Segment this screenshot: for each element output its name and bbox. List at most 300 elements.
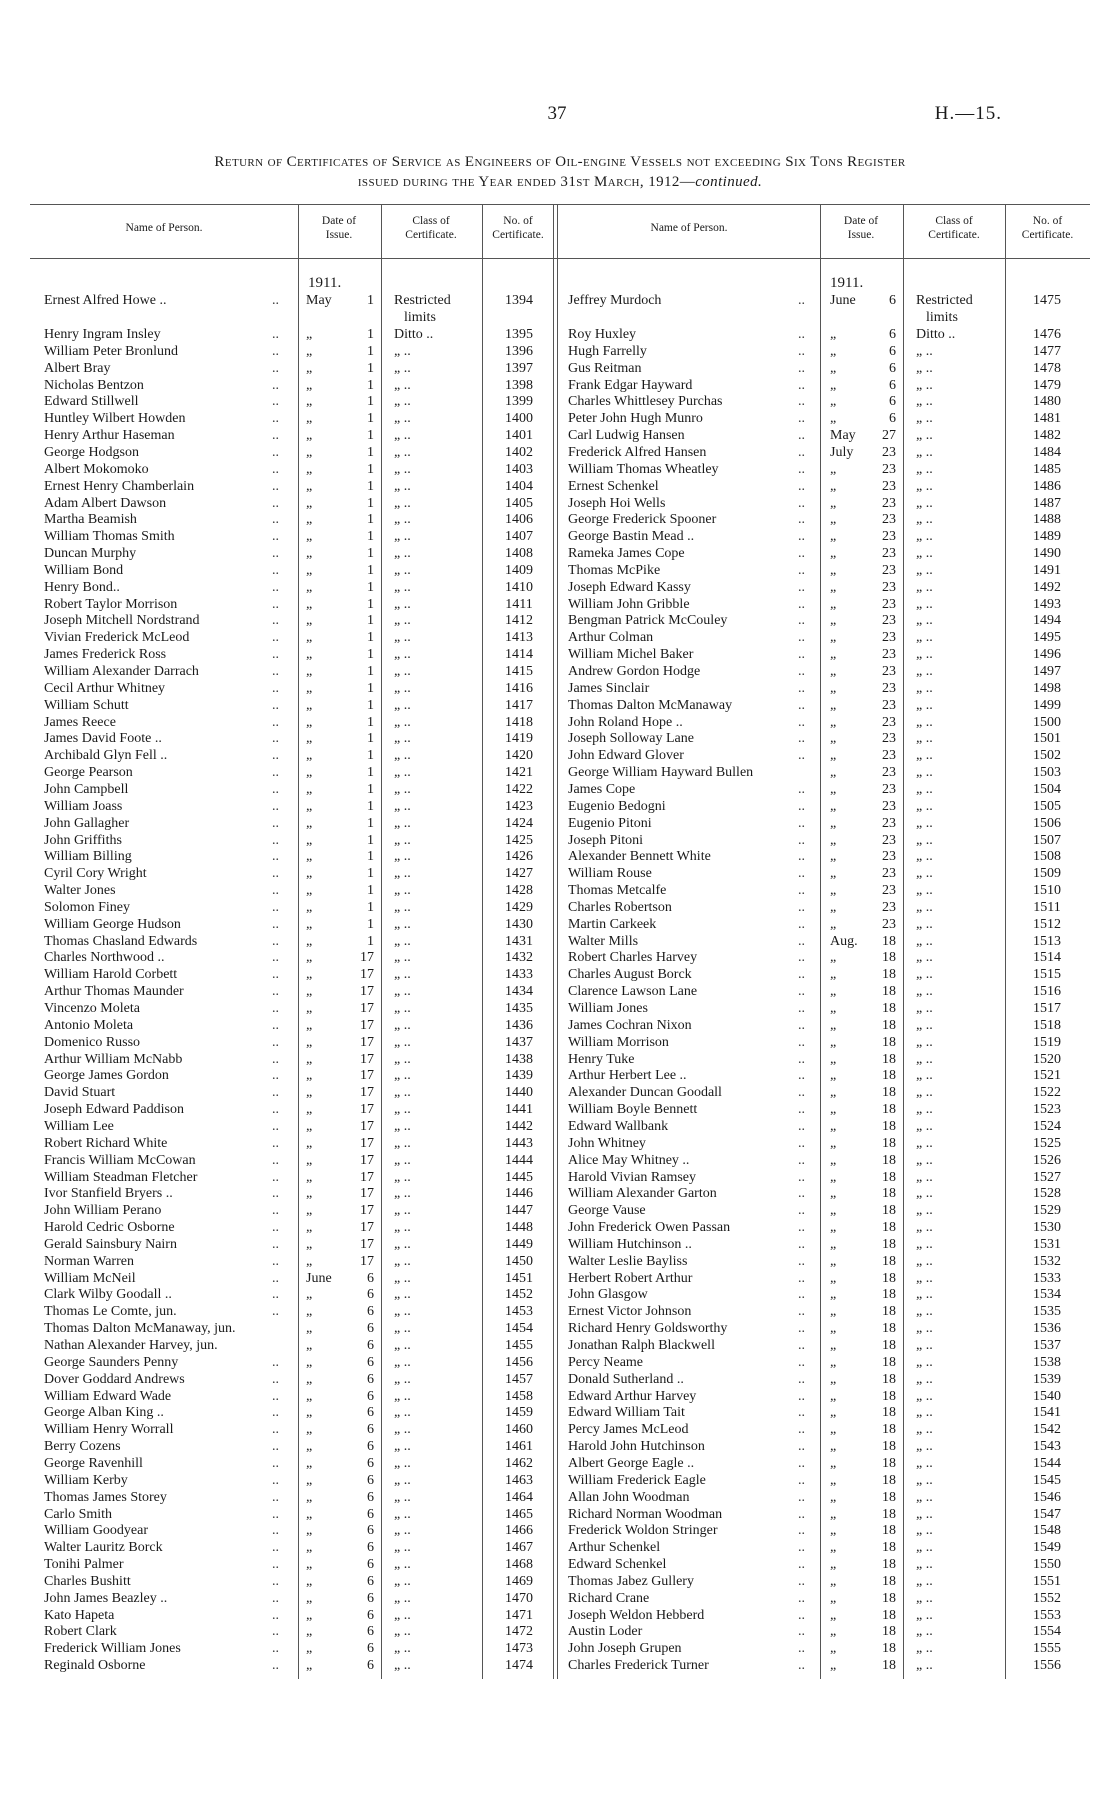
- person-name: William Billing: [44, 849, 132, 865]
- issue-month: „: [306, 444, 313, 460]
- certificate-number: 1398: [505, 377, 533, 393]
- leader-dots: ..: [272, 765, 279, 781]
- table-row: [0, 360, 1114, 377]
- table-row: [0, 1084, 1114, 1101]
- leader-dots: ..: [272, 697, 279, 713]
- table-row: [0, 848, 1114, 865]
- issue-day: 6: [889, 360, 896, 376]
- issue-day: 23: [882, 899, 896, 915]
- table-row: [0, 511, 1114, 528]
- leader-dots: ..: [798, 832, 805, 848]
- leader-dots: ..: [798, 781, 805, 797]
- certificate-number: 1548: [1033, 1523, 1061, 1539]
- issue-day: 23: [882, 815, 896, 831]
- certificate-class: „ ..: [394, 529, 411, 545]
- person-name: Walter Mills: [568, 933, 639, 949]
- certificate-number: 1495: [1033, 630, 1061, 646]
- issue-month: May: [306, 293, 332, 308]
- leader-dots: ..: [798, 1557, 805, 1573]
- person-name: George Vause: [568, 1203, 646, 1219]
- certificate-class: „ ..: [916, 461, 933, 477]
- certificate-class: „ ..: [394, 1051, 411, 1067]
- issue-month: „: [306, 1439, 313, 1455]
- issue-day: 27: [882, 428, 896, 444]
- leader-dots: ..: [272, 360, 279, 376]
- certificate-class: „ ..: [394, 1203, 411, 1219]
- table-row: [0, 1388, 1114, 1405]
- issue-month: „: [306, 343, 313, 359]
- certificate-number: 1461: [505, 1439, 533, 1455]
- issue-month: „: [306, 647, 313, 663]
- issue-day: 1: [367, 866, 374, 882]
- certificate-class: „ ..: [916, 1439, 933, 1455]
- issue-day: 18: [882, 1001, 896, 1016]
- certificate-class: „ ..: [916, 1017, 933, 1033]
- leader-dots: ..: [272, 1203, 279, 1219]
- issue-day: 17: [360, 1236, 374, 1252]
- issue-month: „: [830, 1489, 837, 1505]
- certificate-class: „ ..: [916, 512, 933, 528]
- issue-month: „: [830, 613, 837, 629]
- person-name: James Cope: [568, 781, 636, 797]
- person-name: John Glasgow: [568, 1287, 648, 1303]
- certificate-class: „ ..: [916, 1607, 933, 1623]
- issue-month: „: [830, 1135, 837, 1151]
- leader-dots: ..: [798, 1405, 805, 1421]
- person-name: Harold Cedric Osborne: [44, 1220, 175, 1236]
- table-row: [0, 1623, 1114, 1640]
- person-name: Carl Ludwig Hansen: [568, 428, 685, 444]
- header-date-line2: Issue.: [325, 229, 353, 241]
- certificate-class: „ ..: [394, 866, 411, 882]
- leader-dots: ..: [272, 1506, 279, 1522]
- person-name: William Joass: [44, 798, 123, 814]
- leader-dots: ..: [798, 428, 805, 444]
- person-name: Walter Lauritz Borck: [44, 1540, 163, 1556]
- person-name: Frederick Alfred Hansen: [568, 444, 707, 460]
- header-no-right: [1005, 214, 1090, 242]
- issue-month: „: [830, 1607, 837, 1623]
- certificate-class: „ ..: [916, 1472, 933, 1488]
- leader-dots: ..: [272, 444, 279, 460]
- issue-month: „: [306, 512, 313, 528]
- table-row: [0, 1000, 1114, 1017]
- issue-day: 23: [882, 546, 896, 562]
- person-name: William Thomas Smith: [44, 529, 175, 545]
- person-name: Duncan Murphy: [44, 546, 137, 562]
- certificate-number: 1406: [505, 512, 533, 528]
- issue-day: 18: [882, 1321, 896, 1337]
- issue-month: „: [306, 428, 313, 444]
- table-row: [0, 1017, 1114, 1034]
- certificate-class: „ ..: [916, 866, 933, 882]
- certificate-class: „ ..: [394, 916, 411, 932]
- table-row: [0, 1236, 1114, 1253]
- issue-day: 17: [360, 950, 374, 966]
- issue-day: 1: [367, 428, 374, 444]
- issue-day: 23: [882, 832, 896, 848]
- certificate-number: 1513: [1033, 933, 1061, 949]
- person-name: Henry Ingram Insley: [44, 327, 161, 342]
- issue-month: June: [306, 1270, 332, 1286]
- issue-day: 1: [367, 883, 374, 899]
- certificate-class: „ ..: [916, 562, 933, 578]
- issue-month: „: [830, 1557, 837, 1573]
- issue-day: 18: [882, 1573, 896, 1589]
- certificate-class: „ ..: [916, 731, 933, 747]
- issue-day: 23: [882, 596, 896, 612]
- person-name: Arthur Thomas Maunder: [44, 984, 184, 1000]
- issue-day: 23: [882, 765, 896, 781]
- certificate-class: „ ..: [394, 1001, 411, 1016]
- leader-dots: ..: [272, 1641, 279, 1657]
- certificate-class: „ ..: [394, 664, 411, 679]
- issue-day: 17: [360, 1220, 374, 1236]
- person-name: Clark Wilby Goodall ..: [44, 1287, 172, 1303]
- leader-dots: ..: [798, 1455, 805, 1471]
- person-name: John James Beazley ..: [44, 1590, 168, 1606]
- certificate-number: 1541: [1033, 1405, 1061, 1421]
- issue-day: 18: [882, 1624, 896, 1640]
- leader-dots: ..: [798, 360, 805, 376]
- certificate-number: 1520: [1033, 1051, 1061, 1067]
- person-name: Norman Warren: [44, 1253, 134, 1269]
- person-name: Huntley Wilbert Howden: [44, 411, 186, 427]
- issue-day: 17: [360, 1085, 374, 1101]
- certificate-class: „ ..: [916, 849, 933, 865]
- table-row: [0, 1034, 1114, 1051]
- certificate-class: „ ..: [394, 697, 411, 713]
- issue-day: 6: [367, 1489, 374, 1505]
- certificate-number: 1447: [505, 1203, 533, 1219]
- certificate-number: 1542: [1033, 1422, 1061, 1438]
- certificate-number: 1450: [505, 1253, 533, 1269]
- certificate-number: 1397: [505, 360, 533, 376]
- issue-day: 6: [367, 1557, 374, 1573]
- person-name: Alexander Bennett White: [568, 849, 711, 865]
- certificate-number: 1539: [1033, 1371, 1061, 1387]
- person-name: George James Gordon: [44, 1068, 169, 1084]
- document-reference: H.—15.: [934, 103, 1002, 124]
- issue-day: 17: [360, 1017, 374, 1033]
- certificate-number: 1417: [505, 697, 533, 713]
- certificate-number: 1412: [505, 613, 533, 629]
- issue-month: „: [830, 950, 837, 966]
- certificate-number: 1516: [1033, 984, 1061, 1000]
- certificate-number: 1407: [505, 529, 533, 545]
- certificate-number: 1556: [1033, 1658, 1061, 1674]
- certificate-number: 1540: [1033, 1388, 1061, 1404]
- certificate-class: „ ..: [394, 1236, 411, 1252]
- issue-month: „: [306, 664, 313, 679]
- certificate-number: 1552: [1033, 1590, 1061, 1606]
- issue-month: „: [306, 546, 313, 562]
- leader-dots: ..: [272, 899, 279, 915]
- certificate-class: „ ..: [394, 1557, 411, 1573]
- certificate-number: 1474: [505, 1658, 533, 1674]
- person-name: Nicholas Bentzon: [44, 377, 144, 393]
- issue-day: 17: [360, 1203, 374, 1219]
- leader-dots: ..: [798, 495, 805, 511]
- certificate-number: 1403: [505, 461, 533, 477]
- certificate-class: „ ..: [394, 596, 411, 612]
- leader-dots: ..: [798, 1068, 805, 1084]
- certificate-class: „ ..: [394, 1439, 411, 1455]
- table-row: [0, 1438, 1114, 1455]
- issue-month: „: [306, 1624, 313, 1640]
- certificate-class: „ ..: [394, 883, 411, 899]
- certificate-class: „ ..: [916, 714, 933, 730]
- leader-dots: ..: [798, 1001, 805, 1016]
- certificate-class: „ ..: [394, 899, 411, 915]
- certificate-number: 1438: [505, 1051, 533, 1067]
- issue-day: 18: [882, 1186, 896, 1202]
- issue-day: 1: [367, 529, 374, 545]
- issue-month: „: [306, 1169, 313, 1185]
- issue-day: 6: [889, 411, 896, 427]
- certificate-class: „ ..: [916, 984, 933, 1000]
- table-row: [0, 1489, 1114, 1506]
- certificate-number: 1508: [1033, 849, 1061, 865]
- leader-dots: ..: [272, 1439, 279, 1455]
- leader-dots: ..: [272, 883, 279, 899]
- issue-month: „: [830, 394, 837, 410]
- issue-day: 1: [367, 748, 374, 764]
- certificate-class: „ ..: [394, 1641, 411, 1657]
- certificate-number: 1527: [1033, 1169, 1061, 1185]
- issue-month: „: [830, 815, 837, 831]
- certificate-class: „ ..: [394, 731, 411, 747]
- issue-day: 18: [882, 1455, 896, 1471]
- leader-dots: ..: [272, 1540, 279, 1556]
- table-row: [0, 393, 1114, 410]
- certificate-number: 1455: [505, 1338, 533, 1353]
- issue-month: „: [830, 461, 837, 477]
- issue-month: „: [830, 1085, 837, 1101]
- issue-day: 23: [882, 748, 896, 764]
- certificate-number: 1534: [1033, 1287, 1061, 1303]
- certificate-class: „ ..: [394, 714, 411, 730]
- table-row: [0, 1522, 1114, 1539]
- leader-dots: ..: [798, 1135, 805, 1151]
- certificate-number: 1469: [505, 1573, 533, 1589]
- issue-month: „: [306, 327, 313, 342]
- certificate-class: „ ..: [394, 1523, 411, 1539]
- leader-dots: ..: [272, 1607, 279, 1623]
- issue-month: „: [830, 1068, 837, 1084]
- person-name: William Hutchinson ..: [568, 1236, 692, 1252]
- leader-dots: ..: [798, 1472, 805, 1488]
- person-name: George Saunders Penny: [44, 1354, 179, 1370]
- issue-month: „: [306, 630, 313, 646]
- certificate-class: „ ..: [394, 950, 411, 966]
- table-row: [0, 1101, 1114, 1118]
- certificate-class: „ ..: [394, 781, 411, 797]
- issue-day: 18: [882, 1338, 896, 1353]
- leader-dots: ..: [798, 1304, 805, 1320]
- certificate-class: „ ..: [916, 1354, 933, 1370]
- leader-dots: ..: [798, 883, 805, 899]
- certificate-number: 1405: [505, 495, 533, 511]
- certificate-class: „ ..: [916, 495, 933, 511]
- person-name: Ernest Victor Johnson: [568, 1304, 692, 1320]
- person-name: Charles Bushitt: [44, 1573, 131, 1589]
- issue-day: 18: [882, 1371, 896, 1387]
- issue-day: 1: [367, 647, 374, 663]
- person-name: Arthur Schenkel: [568, 1540, 661, 1556]
- certificate-class: Restricted: [394, 293, 451, 308]
- certificate-number: 1472: [505, 1624, 533, 1640]
- person-name: Frederick Woldon Stringer: [568, 1523, 718, 1539]
- person-name: Ivor Stanfield Bryers ..: [44, 1186, 173, 1202]
- issue-day: 1: [367, 327, 374, 342]
- issue-month: „: [830, 1540, 837, 1556]
- issue-day: 1: [367, 613, 374, 629]
- certificate-class: „ ..: [394, 1135, 411, 1151]
- certificate-class: „ ..: [916, 343, 933, 359]
- issue-day: 18: [882, 1590, 896, 1606]
- issue-month: „: [830, 1102, 837, 1118]
- certificate-class: „ ..: [916, 1186, 933, 1202]
- certificate-number: 1526: [1033, 1152, 1061, 1168]
- issue-day: 6: [367, 1506, 374, 1522]
- table-row: [0, 292, 1114, 325]
- issue-month: „: [306, 1388, 313, 1404]
- leader-dots: ..: [798, 1354, 805, 1370]
- certificate-class: „ ..: [394, 1590, 411, 1606]
- leader-dots: ..: [798, 1489, 805, 1505]
- issue-month: „: [306, 1203, 313, 1219]
- issue-day: 18: [882, 950, 896, 966]
- person-name: Albert Mokomoko: [44, 461, 149, 477]
- issue-month: „: [306, 1405, 313, 1421]
- issue-month: „: [830, 967, 837, 983]
- certificate-class: „ ..: [916, 1321, 933, 1337]
- certificate-class: „ ..: [916, 1287, 933, 1303]
- certificate-number: 1440: [505, 1085, 533, 1101]
- person-name: Richard Henry Goldsworthy: [568, 1321, 728, 1337]
- header-date-line1: Date of: [321, 215, 357, 227]
- issue-day: 18: [882, 1523, 896, 1539]
- table-row: [0, 933, 1114, 950]
- table-row: [0, 899, 1114, 916]
- person-name: Percy James McLeod: [568, 1422, 689, 1438]
- issue-day: 6: [367, 1405, 374, 1421]
- certificate-number: 1445: [505, 1169, 533, 1185]
- issue-day: 17: [360, 1102, 374, 1118]
- leader-dots: ..: [272, 293, 279, 308]
- certificate-class: „ ..: [394, 1017, 411, 1033]
- person-name: William Alexander Darrach: [44, 664, 199, 679]
- leader-dots: ..: [798, 1540, 805, 1556]
- leader-dots: ..: [272, 1135, 279, 1151]
- leader-dots: ..: [798, 1506, 805, 1522]
- issue-day: 18: [882, 1304, 896, 1320]
- certificate-class: „ ..: [916, 781, 933, 797]
- issue-month: „: [306, 849, 313, 865]
- issue-day: 1: [367, 899, 374, 915]
- certificate-class: „ ..: [916, 1051, 933, 1067]
- issue-month: „: [306, 562, 313, 578]
- certificate-number: 1491: [1033, 562, 1061, 578]
- table-row: [0, 1421, 1114, 1438]
- issue-month: „: [306, 1152, 313, 1168]
- leader-dots: ..: [272, 1455, 279, 1471]
- certificate-class: „ ..: [916, 967, 933, 983]
- certificate-number: 1436: [505, 1017, 533, 1033]
- certificate-class: „ ..: [394, 748, 411, 764]
- issue-month: „: [830, 1354, 837, 1370]
- person-name: Alice May Whitney ..: [568, 1152, 690, 1168]
- leader-dots: ..: [272, 664, 279, 679]
- leader-dots: ..: [798, 1034, 805, 1050]
- person-name: Robert Charles Harvey: [568, 950, 698, 966]
- certificate-number: 1500: [1033, 714, 1061, 730]
- certificate-class: „ ..: [394, 512, 411, 528]
- issue-month: „: [306, 1001, 313, 1016]
- certificate-class: „ ..: [916, 630, 933, 646]
- leader-dots: ..: [798, 899, 805, 915]
- leader-dots: ..: [272, 512, 279, 528]
- issue-day: 6: [367, 1573, 374, 1589]
- person-name: James Reece: [44, 714, 116, 730]
- issue-month: „: [830, 1186, 837, 1202]
- issue-day: 6: [889, 343, 896, 359]
- header-top-rule: [30, 204, 1090, 205]
- certificate-number: 1525: [1033, 1135, 1061, 1151]
- certificate-class: „ ..: [394, 428, 411, 444]
- certificate-number: 1462: [505, 1455, 533, 1471]
- certificate-class: „ ..: [394, 1658, 411, 1674]
- leader-dots: ..: [272, 1523, 279, 1539]
- issue-day: 1: [367, 731, 374, 747]
- leader-dots: ..: [798, 1388, 805, 1404]
- person-name: Albert Bray: [44, 360, 111, 376]
- leader-dots: ..: [272, 428, 279, 444]
- issue-day: 1: [367, 680, 374, 696]
- certificate-number: 1492: [1033, 579, 1061, 595]
- certificate-class: „ ..: [394, 411, 411, 427]
- table-row: [0, 1202, 1114, 1219]
- issue-day: 18: [882, 1506, 896, 1522]
- certificate-class: „ ..: [394, 765, 411, 781]
- certificate-class: „ ..: [916, 1624, 933, 1640]
- header-no-line2: Certificate.: [1021, 229, 1074, 241]
- certificate-class: „ ..: [394, 546, 411, 562]
- issue-month: „: [306, 866, 313, 882]
- leader-dots: ..: [272, 967, 279, 983]
- leader-dots: ..: [798, 1287, 805, 1303]
- leader-dots: ..: [798, 461, 805, 477]
- issue-month: „: [830, 360, 837, 376]
- person-name: Thomas McPike: [568, 562, 661, 578]
- leader-dots: ..: [798, 444, 805, 460]
- certificate-number: 1441: [505, 1102, 533, 1118]
- certificate-class: „ ..: [916, 428, 933, 444]
- leader-dots: ..: [272, 1590, 279, 1606]
- table-row: [0, 1270, 1114, 1287]
- person-name: Clarence Lawson Lane: [568, 984, 698, 1000]
- certificate-number: 1503: [1033, 765, 1061, 781]
- person-name: William Kerby: [44, 1472, 128, 1488]
- issue-month: „: [830, 1405, 837, 1421]
- issue-day: 6: [367, 1439, 374, 1455]
- leader-dots: ..: [798, 596, 805, 612]
- issue-month: „: [830, 495, 837, 511]
- issue-month: „: [830, 1051, 837, 1067]
- certificate-class: „ ..: [394, 1118, 411, 1134]
- person-name: Thomas Jabez Gullery: [568, 1573, 694, 1589]
